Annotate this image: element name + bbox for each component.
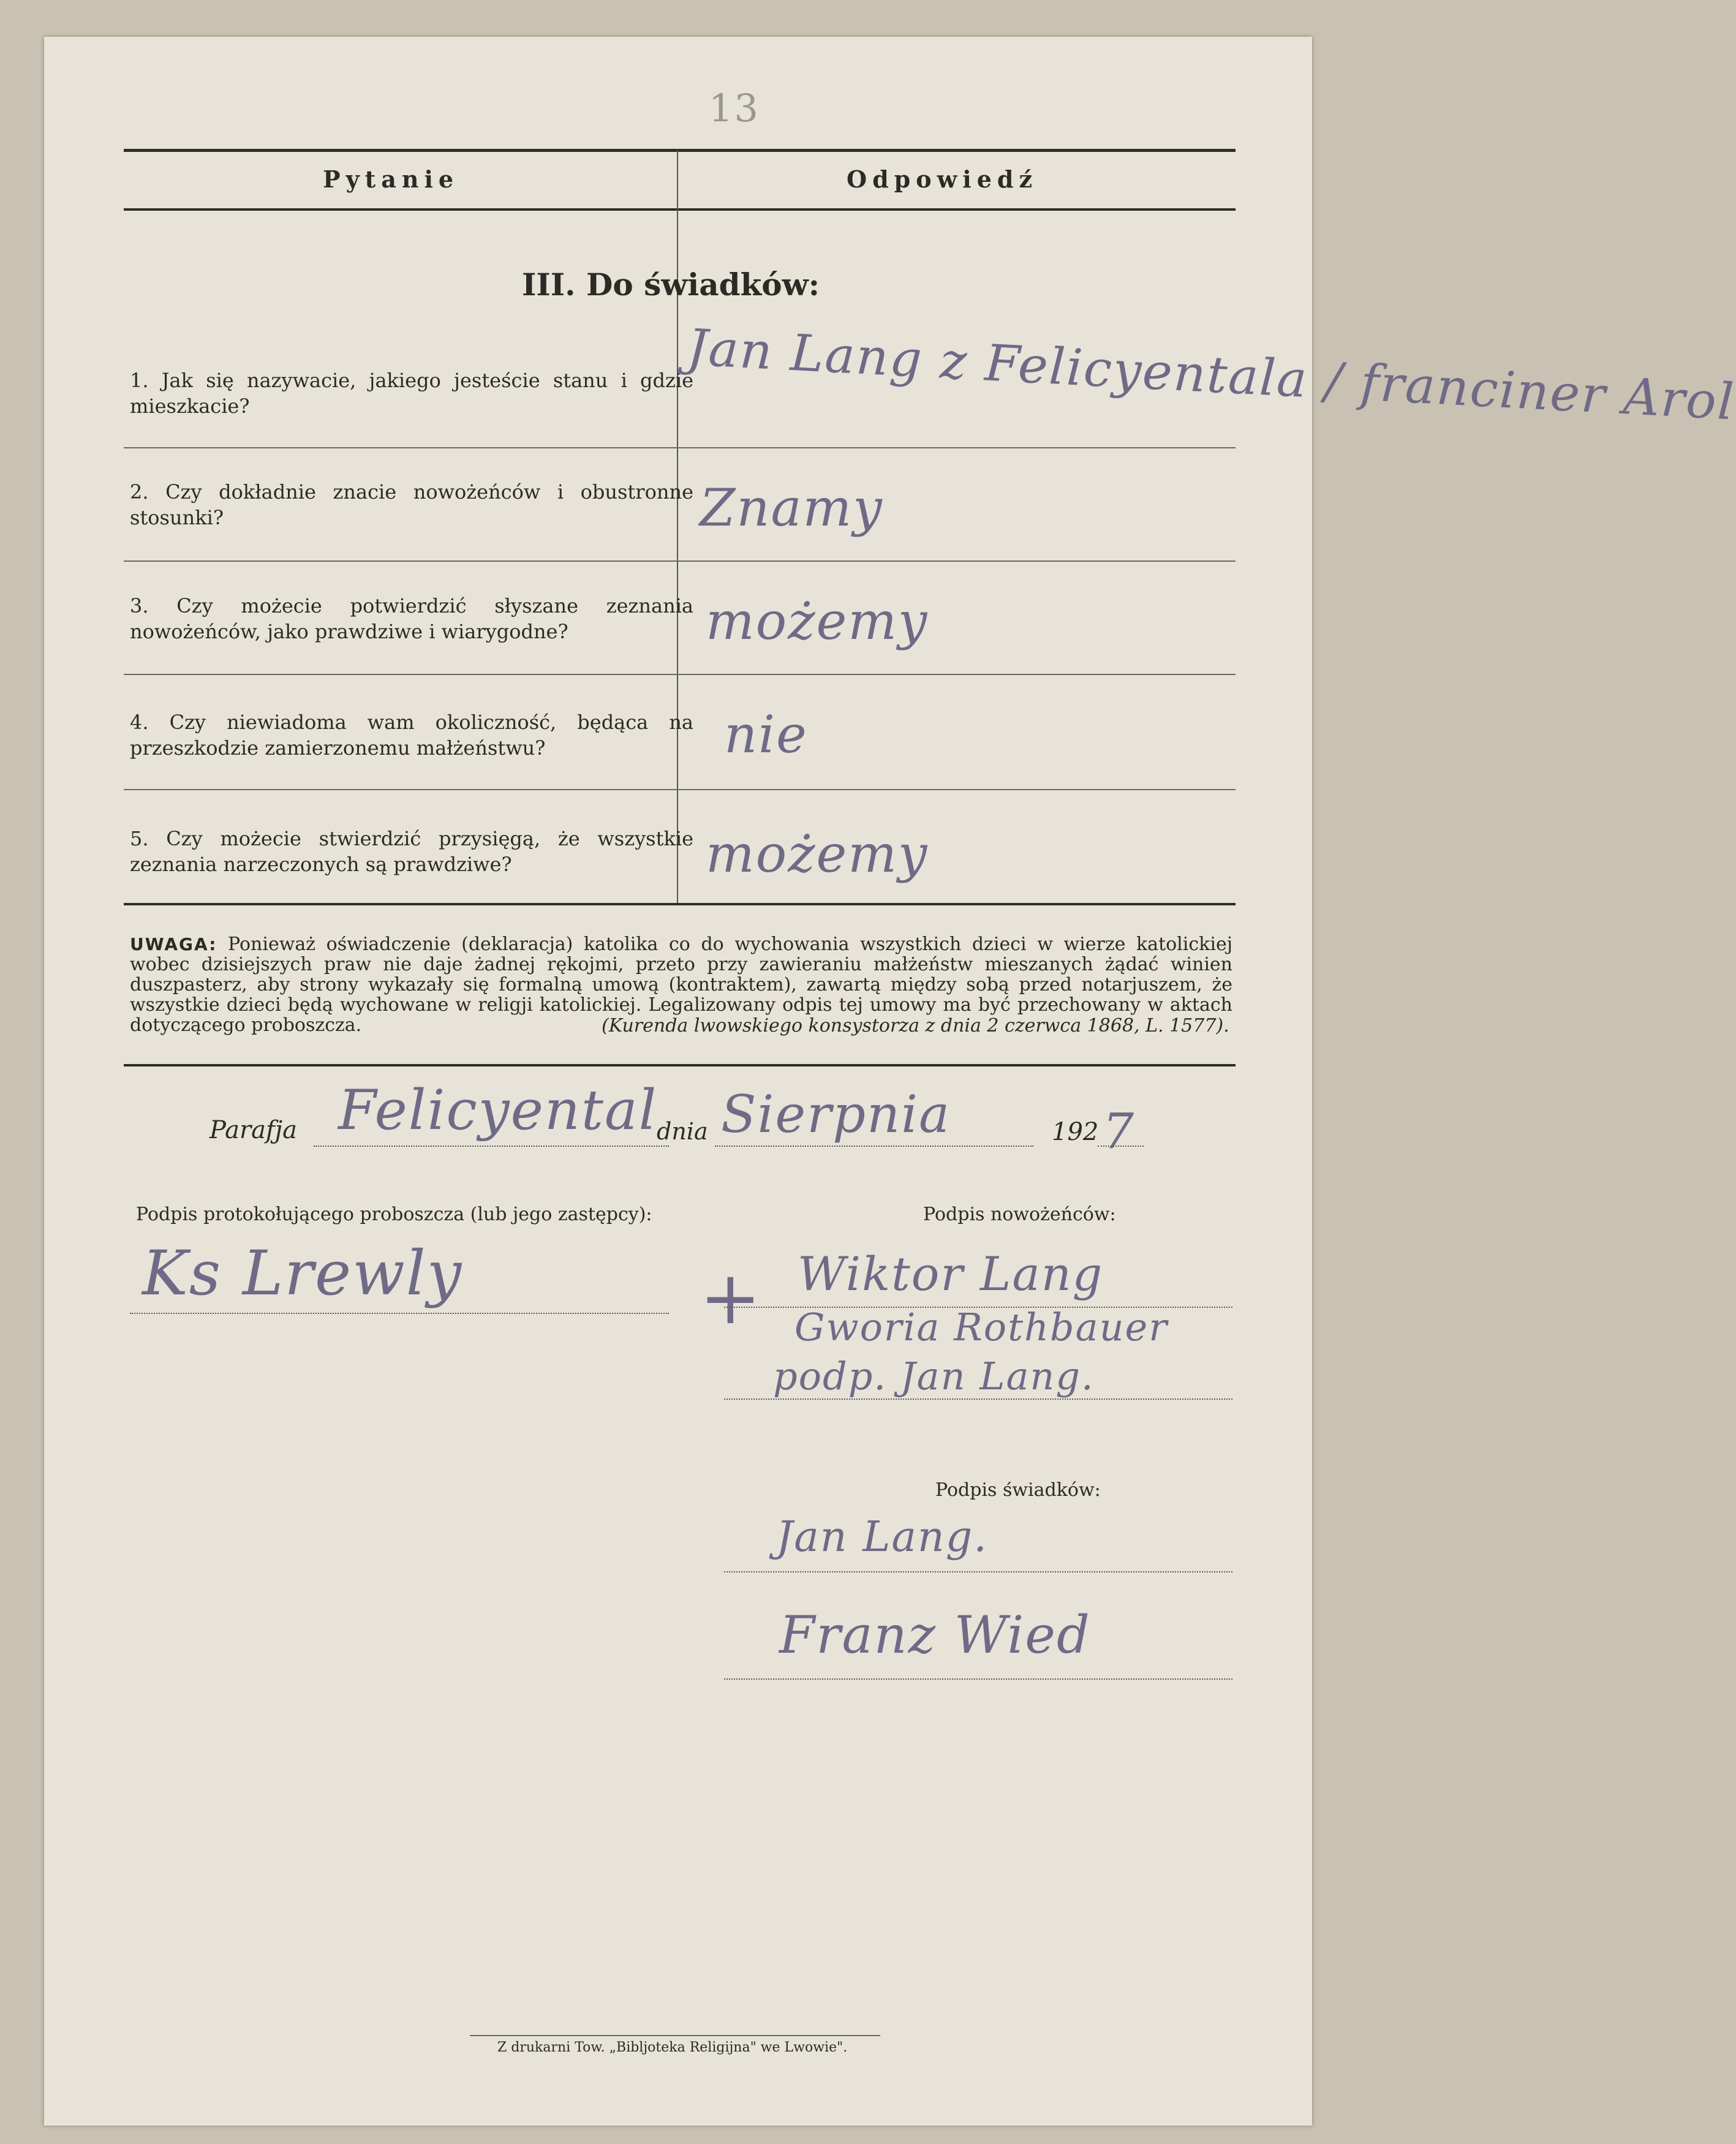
column-header-answer: Odpowiedź: [847, 165, 1038, 193]
row-divider-2: [124, 561, 1236, 562]
parafja-line: [314, 1146, 669, 1147]
couple-signature-1: Wiktor Lang: [798, 1247, 1104, 1301]
priest-signature: Ks Lrewly: [142, 1237, 463, 1309]
priest-signature-line: [130, 1313, 669, 1314]
couple-line-2: [724, 1399, 1232, 1400]
witness-line-1: [724, 1571, 1232, 1572]
parafja-value: Felicyental: [338, 1078, 658, 1142]
witness-signature-1: Jan Lang.: [776, 1513, 988, 1561]
printer-imprint: Z drukarni Tow. „Bibljoteka Religijna" we Lwowie".: [497, 2040, 848, 2055]
priest-signature-label: Podpis protokołującego proboszcza (lub jego zastępcy):: [136, 1204, 652, 1225]
footer-rule: [470, 2035, 880, 2036]
note-bottom-rule: [124, 1064, 1236, 1066]
dnia-value: Sierpnia: [721, 1084, 951, 1144]
year-prefix: 192: [1052, 1118, 1099, 1146]
witness-signature-2: Franz Wied: [779, 1605, 1091, 1665]
note-citation: (Kurenda lwowskiego konsystorza z dnia 2 czerwca 1868, L. 1577).: [602, 1015, 1229, 1036]
dnia-line: [715, 1146, 1033, 1147]
year-digit: 7: [1103, 1103, 1135, 1160]
couple-signature-2: Gworia Rothbauer: [794, 1305, 1168, 1349]
question-5: 5. Czy możecie stwierdzić przysięgą, że wszystkie zeznania narzeczonych są prawdziwe?: [130, 827, 693, 876]
answer-5: możemy: [706, 824, 929, 884]
answer-1: Jan Lang z Felicyentala / franciner Arol: [685, 319, 1736, 432]
witness-line-2: [724, 1678, 1232, 1680]
column-header-question: Pytanie: [323, 165, 459, 193]
question-4: 4. Czy niewiadoma wam okoliczność, będąca na przeszkodzie zamierzonemu małżeństwu?: [130, 711, 693, 760]
answer-2: Znamy: [700, 478, 883, 538]
answer-3: możemy: [706, 591, 929, 651]
couple-signature-label: Podpis nowożeńców:: [923, 1204, 1116, 1225]
document-page: [44, 37, 1736, 2126]
question-2: 2. Czy dokładnie znacie nowożeńców i obustronne stosunki?: [130, 480, 693, 529]
year-line: [1098, 1146, 1144, 1147]
couple-cross-mark: +: [700, 1256, 763, 1341]
note-label: UWAGA:: [130, 934, 217, 954]
table-bottom-rule: [124, 903, 1236, 905]
question-3: 3. Czy możecie potwierdzić słyszane zeznania nowożeńców, jako prawdziwe i wiarygodne?: [130, 594, 693, 643]
row-divider-3: [124, 674, 1236, 675]
header-bottom-rule: [124, 208, 1236, 211]
parafja-label: Parafja: [209, 1116, 297, 1144]
dnia-label: dnia: [657, 1118, 708, 1145]
pencil-page-number: 13: [709, 86, 760, 130]
note-text: Ponieważ oświadczenie (deklaracja) katolika co do wychowania wszystkich dzieci w wierze katolickiej wobec dzisiejszych praw nie daje żadnej rękojmi, przeto przy zawieraniu małżeństw mieszanych żądać winien duszpasterz, aby strony wykazały się formalną umową (kontraktem), zawartą między sobą przed notarjuszem, że wszystkie dzieci będą wychowane w religji katolickiej. Legalizowany odpis tej umowy ma być przechowany w aktach dotyczącego proboszcza.: [130, 934, 1233, 1036]
couple-signature-3: podp. Jan Lang.: [773, 1354, 1095, 1399]
question-1: 1. Jak się nazywacie, jakiego jesteście stanu i gdzie mieszkacie?: [130, 369, 693, 418]
answer-4: nie: [724, 704, 808, 764]
witness-signature-label: Podpis świadków:: [935, 1479, 1101, 1501]
row-divider-4: [124, 789, 1236, 790]
section-title: III. Do świadków:: [522, 266, 820, 303]
header-top-rule: [124, 149, 1236, 152]
row-divider-1: [124, 447, 1236, 448]
